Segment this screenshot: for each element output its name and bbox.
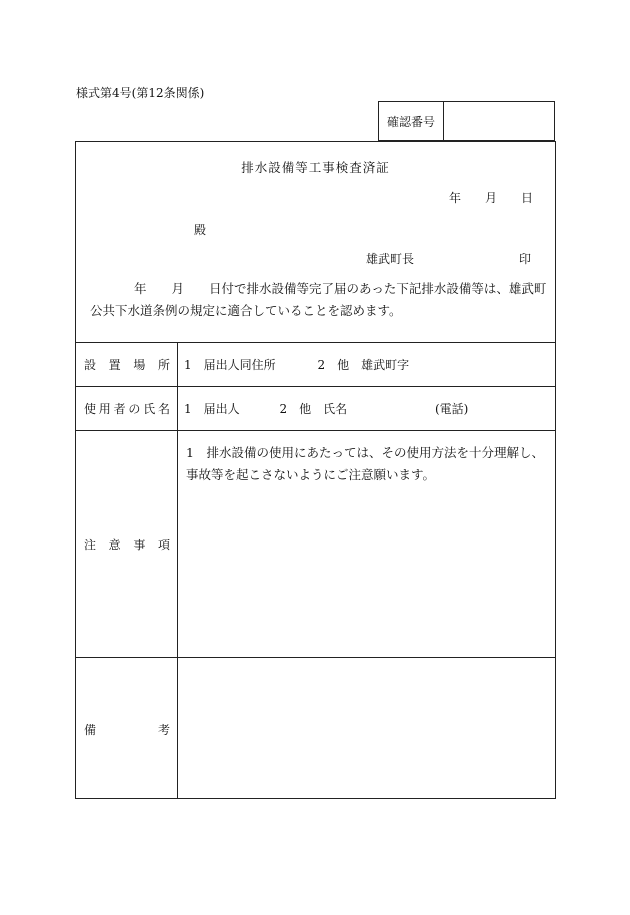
seal-mark: 印 (519, 252, 532, 266)
user-option-1[interactable]: 1 届出人 (184, 402, 240, 416)
date-day: 日 (521, 191, 534, 205)
user-name-label: 使 用 者 の 氏 名 (84, 402, 170, 416)
user-option-2[interactable]: 2 他 氏名 (279, 402, 348, 416)
location-value (184, 356, 409, 373)
confirmation-number-box (378, 101, 555, 141)
issuer-name: 雄武町長 (366, 252, 415, 266)
user-phone[interactable]: (電話) (434, 402, 469, 416)
location-option-1[interactable]: 1 届出人同住所 (184, 358, 276, 372)
location-option-2[interactable]: 2 他 雄武町字 (317, 358, 410, 372)
certificate-body (90, 278, 548, 322)
issue-date (449, 189, 533, 206)
location-label: 設 置 場 所 (84, 358, 170, 372)
form-number: 様式第4号(第12条関係) (76, 86, 205, 100)
date-year: 年 (449, 191, 462, 205)
notice-label: 注 意 事 項 (84, 538, 170, 552)
confirmation-number-field[interactable] (444, 102, 554, 140)
divider (76, 342, 555, 343)
certificate-frame (75, 141, 556, 799)
divider (76, 657, 555, 658)
user-name-value (184, 400, 468, 417)
column-divider (177, 342, 178, 798)
divider (76, 386, 555, 387)
divider (76, 430, 555, 431)
date-month: 月 (485, 191, 498, 205)
notice-text: 1 排水設備の使用にあたっては、その使用方法を十分理解し、事故等を起こさないようにご注意願います。 (186, 445, 544, 482)
certificate-body-text: 年 月 日付で排水設備等完了届のあった下記排水設備等は、雄武町公共下水道条例の規定に適合していることを認めます。 (90, 281, 547, 318)
confirmation-number-label: 確認番号 (379, 102, 444, 140)
certificate-title: 排水設備等工事検査済証 (241, 160, 390, 175)
addressee-suffix: 殿 (194, 223, 207, 237)
remarks-label: 備 考 (84, 723, 170, 737)
